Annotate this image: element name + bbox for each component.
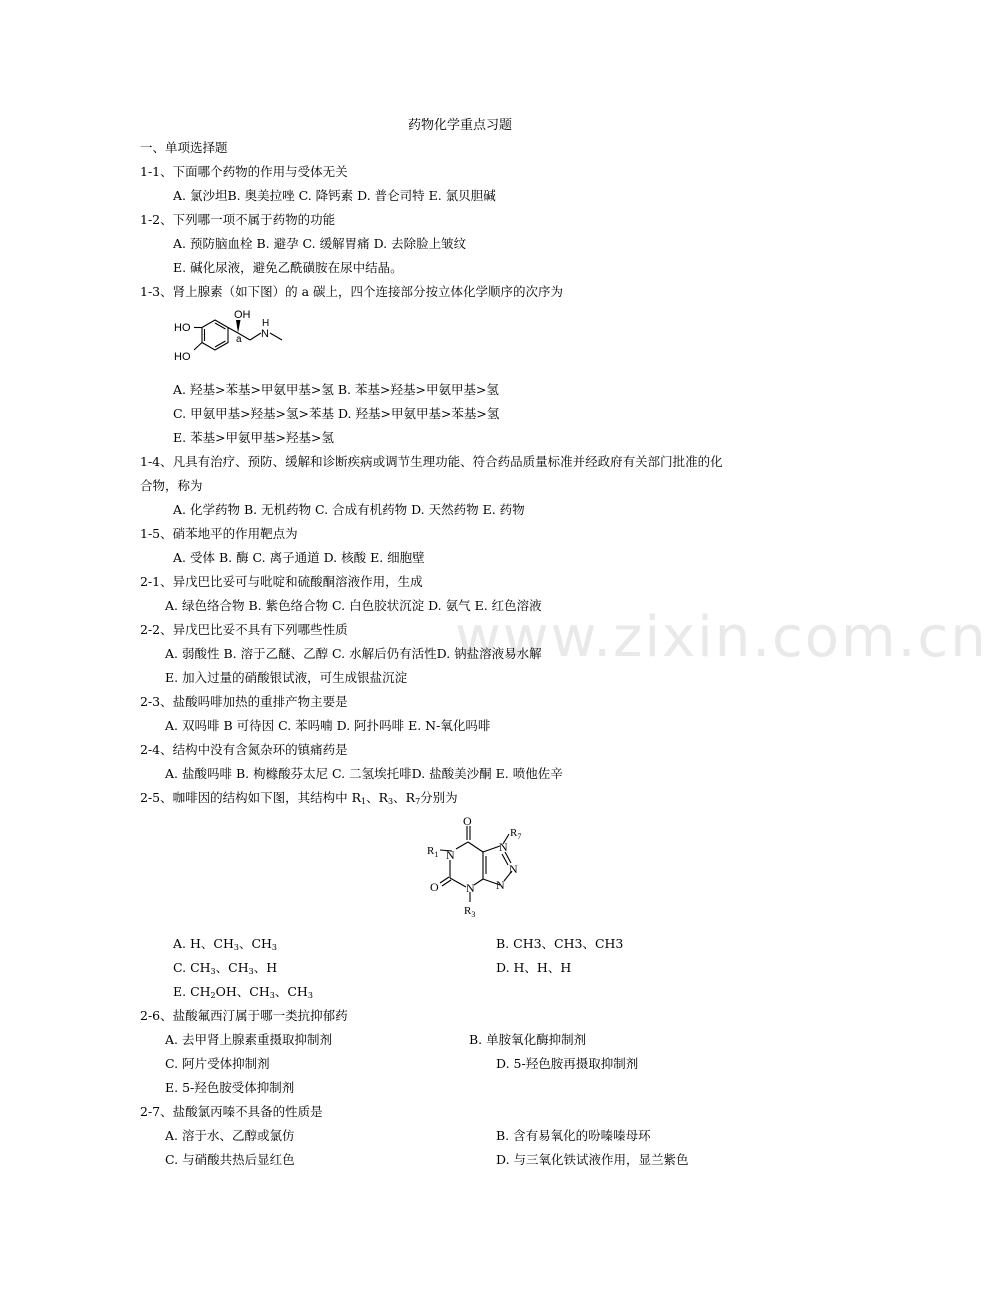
ring-n9: N [509, 862, 518, 876]
options-2-1: A. 绿色络合物 B. 紫色络合物 C. 白色胶状沉淀 D. 氨气 E. 红色溶液 [165, 598, 542, 613]
options-1-3-line3: E. 苯基>甲氨甲基>羟基>氢 [173, 430, 334, 445]
watermark: www.zixin.com.cn [455, 605, 988, 670]
options-1-4: A. 化学药物 B. 无机药物 C. 合成有机药物 D. 天然药物 E. 药物 [173, 502, 525, 517]
options-2-3: A. 双吗啡 B 可待因 C. 苯吗喃 D. 阿扑吗啡 E. N-氧化吗啡 [165, 718, 491, 733]
question-2-4: 2-4、结构中没有含氮杂环的镇痛药是 [140, 742, 348, 757]
caffeine-structure [420, 816, 550, 924]
option-2-6-e: E. 5-羟色胺受体抑制剂 [165, 1080, 295, 1095]
option-2-7-b: B. 含有易氧化的吩嗪嗪母环 [496, 1128, 651, 1143]
question-1-4-cont: 合物，称为 [140, 478, 203, 493]
option-2-5-a: A. H、$CH_3$、$CH_3$ [173, 936, 277, 952]
question-1-2: 1-2、下列哪一项不属于药物的功能 [140, 212, 336, 227]
option-2-6-b: B. 单胺氧化酶抑制剂 [469, 1032, 587, 1047]
ho-label-2: HO [174, 351, 191, 363]
section-heading: 一、单项选择题 [140, 140, 228, 155]
question-1-4: 1-4、凡具有治疗、预防、缓解和诊断疾病或调节生理功能、符合药品质量标准并经政府有关部门批准的化 [140, 454, 723, 469]
question-1-5: 1-5、硝苯地平的作用靶点为 [140, 526, 298, 541]
question-2-6: 2-6、盐酸氟西汀属于哪一类抗抑郁药 [140, 1008, 348, 1023]
adrenaline-structure [170, 306, 290, 372]
alpha-carbon-label: a [236, 334, 242, 345]
oh-label: OH [234, 309, 251, 321]
document-title: 药物化学重点习题 [407, 118, 512, 133]
option-2-7-a: A. 溶于水、乙醇或氯仿 [165, 1128, 295, 1143]
option-2-6-a: A. 去甲肾上腺素重摄取抑制剂 [165, 1032, 332, 1047]
options-1-3-line1: A. 羟基>苯基>甲氨甲基>氢 B. 苯基>羟基>甲氨甲基>氢 [173, 382, 499, 397]
ring-n-fused: N [496, 878, 505, 892]
ring-n7: N [499, 840, 508, 854]
carbonyl-o-left: O [430, 880, 439, 894]
options-1-2-line1: A. 预防脑血栓 B. 避孕 C. 缓解胃痛 D. 去除脸上皱纹 [173, 236, 467, 251]
option-2-5-c: C. $CH_3$、$CH_3$、H [173, 960, 278, 976]
question-2-3: 2-3、盐酸吗啡加热的重排产物主要是 [140, 694, 348, 709]
question-2-7: 2-7、盐酸氯丙嗪不具备的性质是 [140, 1104, 323, 1119]
r7-label: $R_7$ [510, 827, 522, 841]
question-1-1: 1-1、下面哪个药物的作用与受体无关 [140, 164, 348, 179]
question-2-5: 2-5、咖啡因的结构如下图，其结构中 $R_1$、$R_3$、$R_7$分别为 [140, 790, 458, 806]
question-2-2: 2-2、异戊巴比妥不具有下列哪些性质 [140, 622, 348, 637]
options-1-5: A. 受体 B. 酶 C. 离子通道 D. 核酸 E. 细胞壁 [173, 550, 425, 565]
question-2-1: 2-1、异戊巴比妥可与吡啶和硫酸酮溶液作用，生成 [140, 574, 423, 589]
options-1-2-line2: E. 碱化尿液，避免乙酰磺胺在尿中结晶。 [173, 260, 403, 275]
amine-h-label: H [262, 318, 270, 329]
option-2-6-c: C. 阿片受体抑制剂 [165, 1056, 270, 1071]
r1-label: $R_1$ [427, 845, 439, 859]
option-2-7-d: D. 与三氧化铁试液作用，显兰紫色 [496, 1152, 689, 1167]
question-1-3: 1-3、肾上腺素（如下图）的 a 碳上，四个连接部分按立体化学顺序的次序为 [140, 284, 564, 299]
r3-label: $R_3$ [464, 905, 476, 919]
ho-label-1: HO [174, 322, 191, 334]
carbonyl-o-top: O [463, 814, 472, 828]
options-2-4: A. 盐酸吗啡 B. 枸橼酸芬太尼 C. 二氢埃托啡D. 盐酸美沙酮 E. 喷他佐辛 [165, 766, 563, 781]
option-2-5-b: B. CH3、CH3、CH3 [496, 936, 624, 951]
options-1-1: A. 氯沙坦B. 奥美拉唑 C. 降钙素 D. 普仑司特 E. 氯贝胆碱 [173, 188, 496, 203]
option-2-6-d: D. 5-羟色胺再摄取抑制剂 [496, 1056, 639, 1071]
options-2-2-line1: A. 弱酸性 B. 溶于乙醚、乙醇 C. 水解后仍有活性D. 钠盐溶液易水解 [165, 646, 542, 661]
option-2-5-e: E. $CH_2OH$、$CH_3$、$CH_3$ [173, 984, 313, 1000]
options-2-2-line2: E. 加入过量的硝酸银试液，可生成银盐沉淀 [165, 670, 408, 685]
ring-n3: N [466, 881, 475, 895]
amine-n-label: N [261, 328, 269, 340]
option-2-7-c: C. 与硝酸共热后显红色 [165, 1152, 295, 1167]
ring-n1: N [446, 848, 455, 862]
option-2-5-d: D. H、H、H [496, 960, 572, 975]
options-1-3-line2: C. 甲氨甲基>羟基>氢>苯基 D. 羟基>甲氨甲基>苯基>氢 [173, 406, 500, 421]
